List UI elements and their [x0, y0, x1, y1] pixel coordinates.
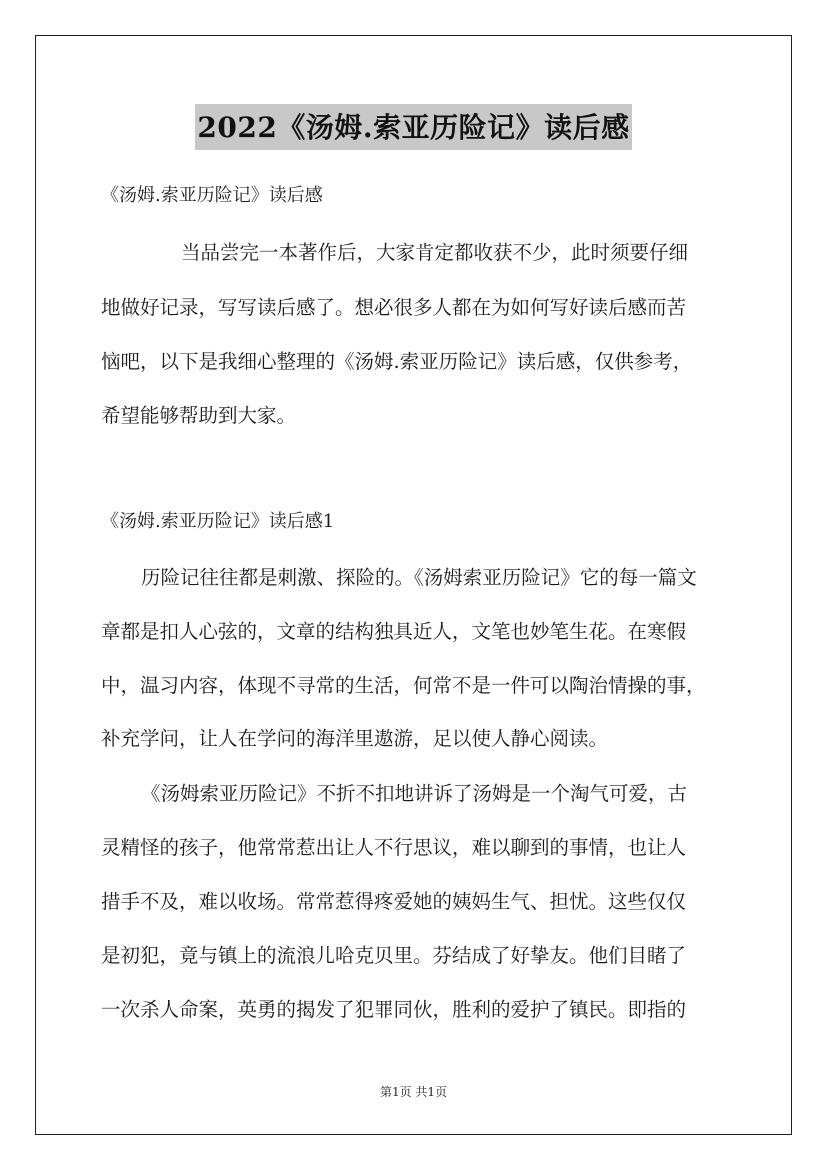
paragraph-line: 补充学问，让人在学问的海洋里遨游，足以使人静心阅读。 — [101, 727, 609, 750]
paragraph-line: 中，温习内容，体现不寻常的生活，何常不是一件可以陶治情操的事， — [101, 674, 706, 697]
paragraph-line: 一次杀人命案，英勇的揭发了犯罪同伙，胜利的爱护了镇民。即指的 — [101, 998, 687, 1021]
paragraph-line: 措手不及，难以收场。常常惹得疼爱她的姨妈生气、担忧。这些仅仅 — [101, 890, 687, 913]
section-heading: 《汤姆.索亚历险记》读后感1 — [101, 511, 335, 532]
intro-line: 地做好记录，写写读后感了。想必很多人都在为如何写好读后感而苦 — [101, 296, 687, 319]
document-subtitle: 《汤姆.索亚历险记》读后感 — [101, 185, 323, 206]
intro-line: 希望能够帮助到大家。 — [101, 404, 297, 427]
paragraph-line: 历险记往往都是刺激、探险的。《汤姆索亚历险记》它的每一篇文 — [141, 566, 697, 589]
paragraph-line: 章都是扣人心弦的，文章的结构独具近人，文笔也妙笔生花。在寒假 — [101, 620, 687, 643]
title-container — [0, 104, 827, 150]
intro-line: 恼吧，以下是我细心整理的《汤姆.索亚历险记》读后感，仅供参考， — [101, 350, 693, 373]
page-footer: 第1页 共1页 — [379, 1085, 448, 1099]
paragraph-line: 是初犯，竟与镇上的流浪儿哈克贝里。芬结成了好挚友。他们目睹了 — [101, 944, 687, 967]
intro-line: 当品尝完一本著作后，大家肯定都收获不少，此时须要仔细 — [181, 241, 689, 264]
paragraph-line: 《汤姆索亚历险记》不折不扣地讲诉了汤姆是一个淘气可爱，古 — [141, 782, 688, 805]
paragraph-line: 灵精怪的孩子，他常常惹出让人不行思议，难以聊到的事情，也让人 — [101, 836, 687, 859]
document-title: 2022《汤姆.索亚历险记》读后感 — [195, 104, 631, 150]
